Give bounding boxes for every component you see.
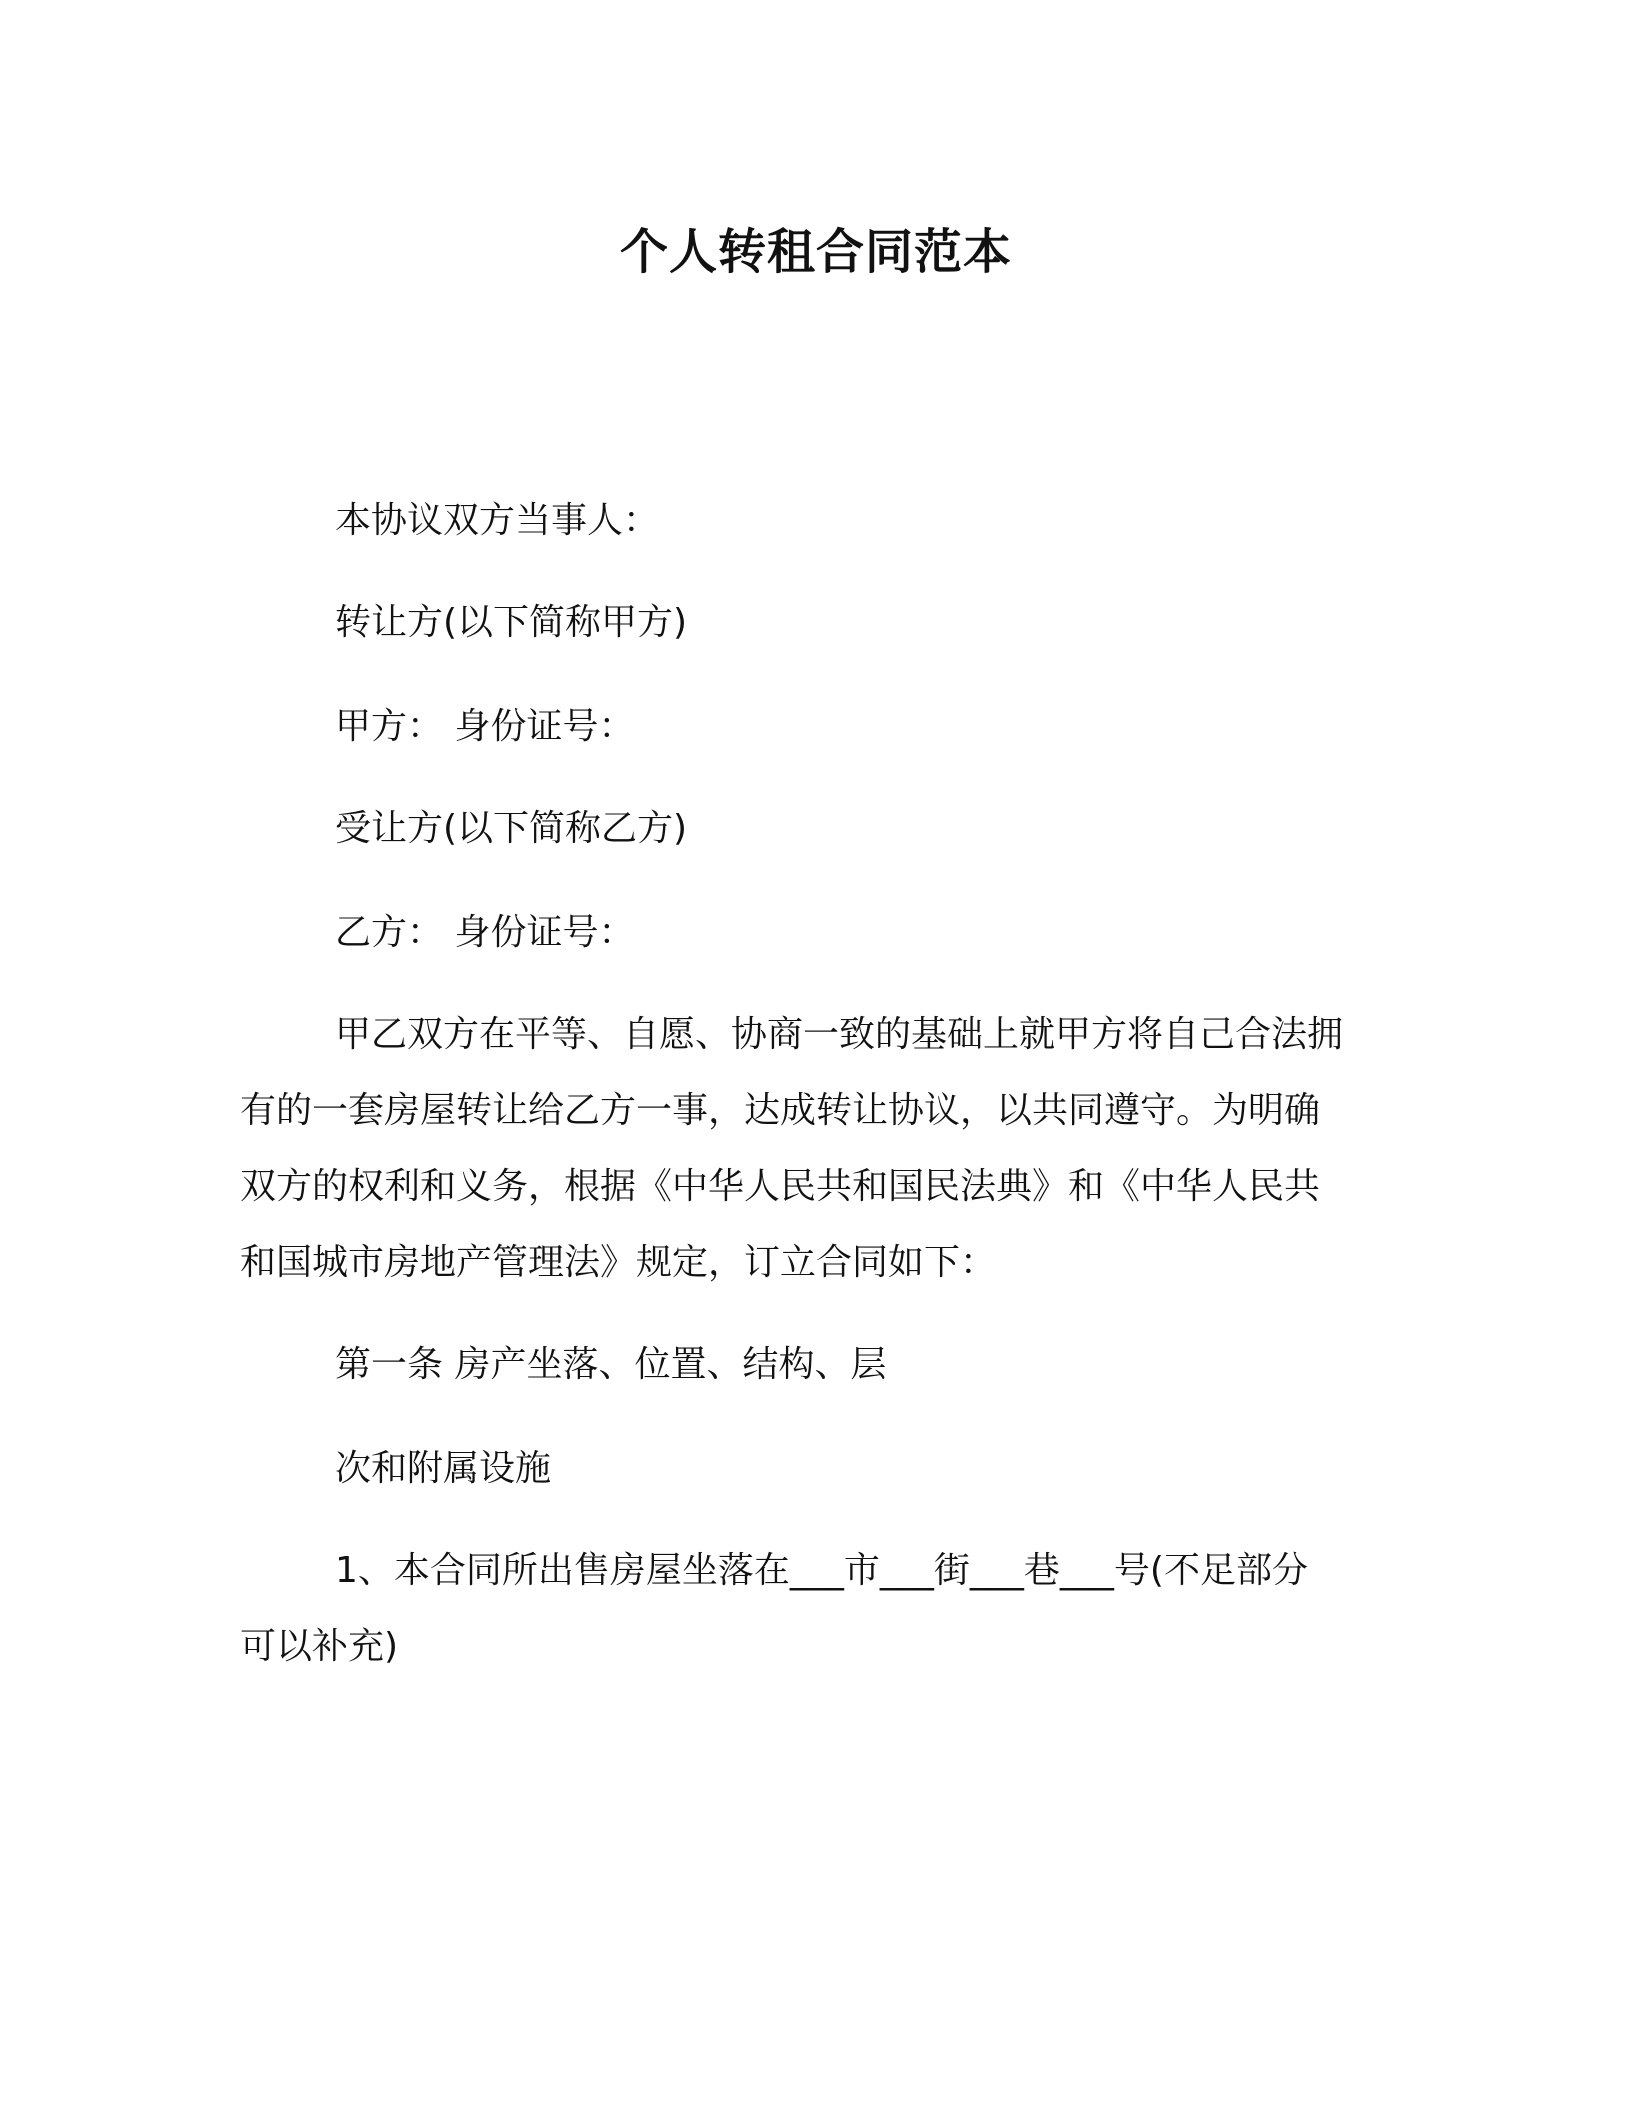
party-b-id-line: 乙方： 身份证号： — [335, 912, 635, 953]
clause-1-line-1: 1、本合同所出售房屋坐落在___市___街___巷___号(不足部分 — [335, 1550, 1308, 1591]
document-title: 个人转租合同范本 — [619, 224, 1012, 280]
clause-1-line-2: 可以补充) — [240, 1626, 399, 1667]
transferor-label: 转让方(以下简称甲方) — [335, 602, 688, 643]
preamble-line-3: 双方的权利和义务，根据《中华人民共和国民法典》和《中华人民共 — [240, 1166, 1321, 1207]
article-1-heading-cont: 次和附属设施 — [335, 1448, 552, 1489]
preamble-line-4: 和国城市房地产管理法》规定，订立合同如下： — [240, 1242, 997, 1283]
preamble-line-1: 甲乙双方在平等、自愿、协商一致的基础上就甲方将自己合法拥 — [335, 1014, 1344, 1055]
parties-intro: 本协议双方当事人： — [335, 500, 660, 541]
preamble-line-2: 有的一套房屋转让给乙方一事，达成转让协议，以共同遵守。为明确 — [240, 1090, 1321, 1131]
party-a-id-line: 甲方： 身份证号： — [335, 706, 635, 747]
article-1-heading: 第一条 房产坐落、位置、结构、层 — [335, 1344, 887, 1385]
transferee-label: 受让方(以下简称乙方) — [335, 808, 688, 849]
